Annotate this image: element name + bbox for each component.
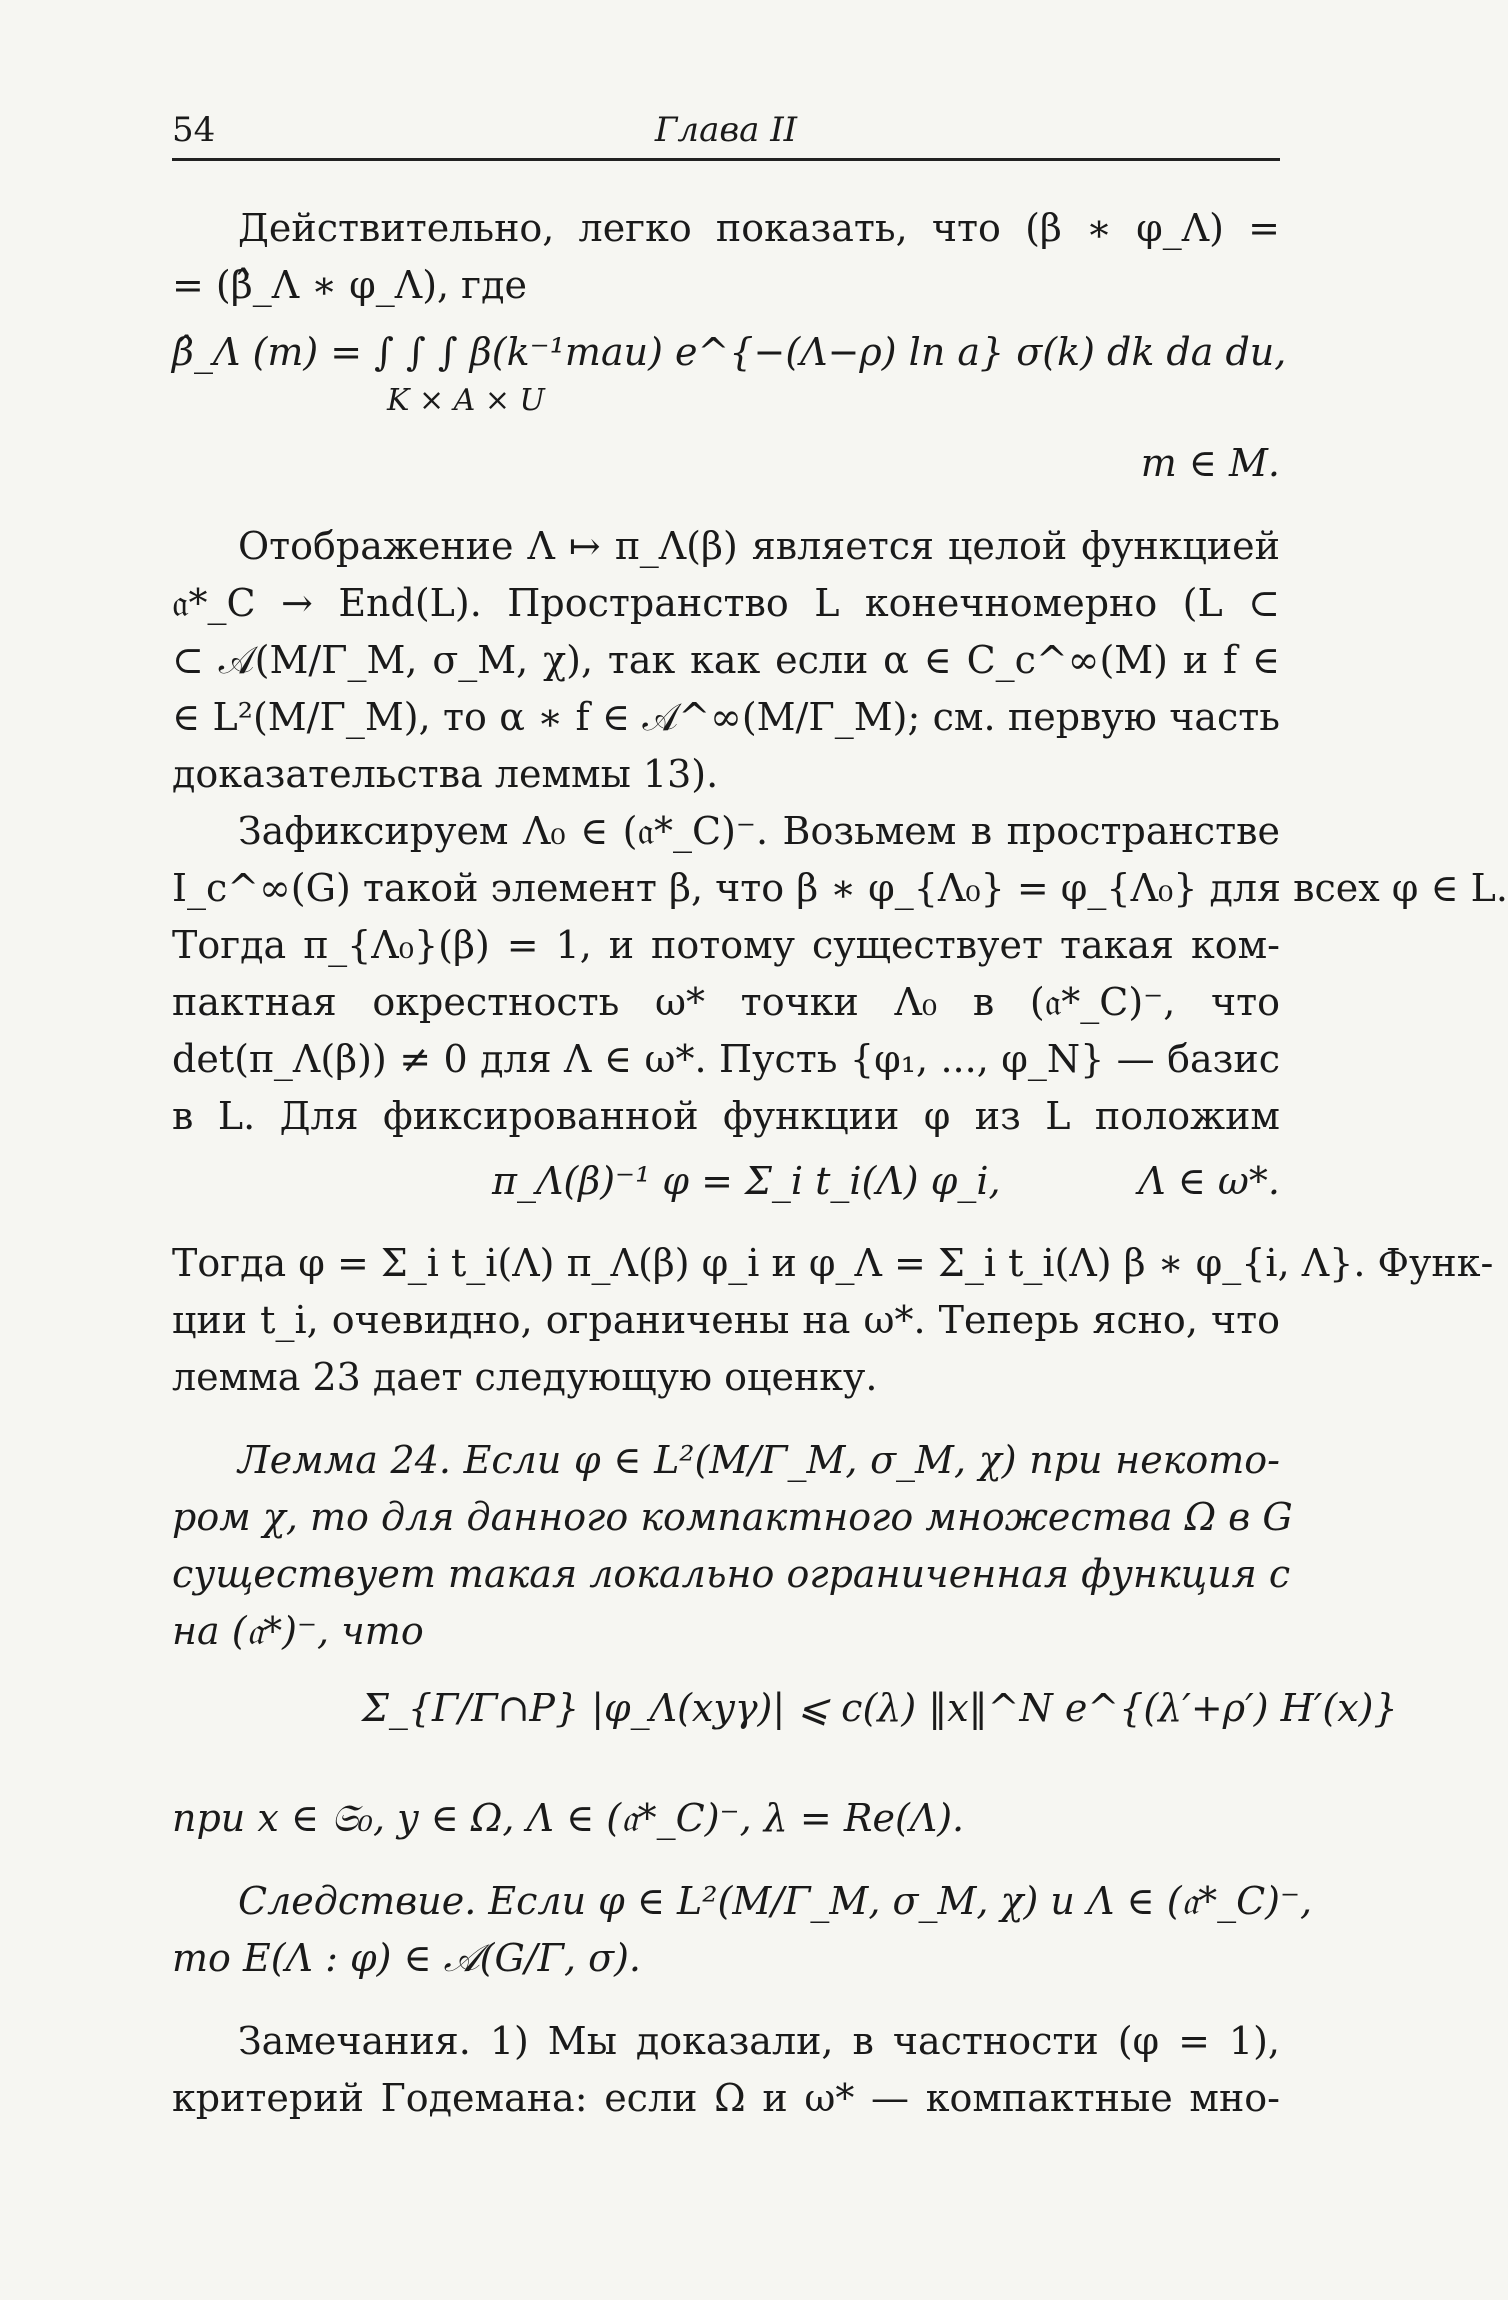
remarks-line: критерий Годемана: если Ω и ω* — компактные мно- — [172, 2076, 1280, 2120]
estimate-formula: Σ_{Γ/Γ∩P} |φ_Λ(xyγ)| ⩽ c(λ) ‖x‖^N e^{(λ′+ρ′) H′(x)} — [362, 1686, 1398, 1730]
formula-beta-hat: β̂_Λ (m) = ∫ ∫ ∫ β(k⁻¹mau) e^{−(Λ−ρ) ln a} σ(k) dk da du, — [172, 330, 1287, 374]
text-line: ⊂ 𝒜(M/Γ_M, σ_M, χ), так как если α ∈ C_c^∞(M) и f ∈ — [172, 638, 1280, 682]
corollary-line: Следствие. Если φ ∈ L²(M/Γ_M, σ_M, χ) и Λ ∈ (𝔞*_C)⁻, — [238, 1879, 1313, 1923]
corollary-line: то E(Λ : φ) ∈ 𝒜(G/Γ, σ). — [172, 1936, 641, 1980]
text-line: det(π_Λ(β)) ≠ 0 для Λ ∈ ω*. Пусть {φ₁, ..., φ_N} — базис — [172, 1037, 1280, 1081]
estimate-row — [172, 1660, 1398, 1790]
text-line: Отображение Λ ↦ π_Λ(β) является целой функцией — [238, 524, 1280, 568]
text-line: = (β̂_Λ ∗ φ_Λ), где — [172, 263, 527, 307]
text-line: I_c^∞(G) такой элемент β, что β ∗ φ_{Λ₀} = φ_{Λ₀} для всех φ ∈ L. — [172, 866, 1508, 910]
text-line: пактная окрестность ω* точки Λ₀ в (𝔞*_C)⁻, что — [172, 980, 1280, 1024]
text-line: Зафиксируем Λ₀ ∈ (𝔞*_C)⁻. Возьмем в пространстве — [238, 809, 1280, 853]
text-line: лемма 23 дает следующую оценку. — [172, 1355, 878, 1399]
lemma-line: Лемма 24. Если φ ∈ L²(M/Γ_M, σ_M, χ) при некото- — [238, 1438, 1280, 1482]
text-line: 𝔞*_C → End(L). Пространство L конечномерно (L ⊂ — [172, 581, 1280, 625]
formula-tag: m ∈ M. — [1140, 441, 1280, 485]
equation-expansion: π_Λ(β)⁻¹ φ = Σ_i t_i(Λ) φ_i, — [492, 1159, 1001, 1203]
running-header — [172, 100, 1280, 161]
text-line: ∈ L²(M/Γ_M), то α ∗ f ∈ 𝒜^∞(M/Γ_M); см. первую часть — [172, 695, 1280, 739]
text-line: в L. Для фиксированной функции φ из L положим — [172, 1094, 1280, 1138]
text-line: Тогда φ = Σ_i t_i(Λ) π_Λ(β) φ_i и φ_Λ = Σ_i t_i(Λ) β ∗ φ_{i, Λ}. Функ- — [172, 1241, 1494, 1285]
equation-row — [172, 1145, 1280, 1235]
remarks-line: Замечания. 1) Мы доказали, в частности (φ = 1), — [238, 2019, 1280, 2063]
chapter-title: Глава II — [654, 110, 798, 150]
page-number: 54 — [172, 110, 216, 150]
text-line: Тогда π_{Λ₀}(β) = 1, и потому существует такая ком- — [172, 923, 1280, 967]
lemma-line: ром χ, то для данного компактного множества Ω в G — [172, 1495, 1293, 1539]
text-line: ции t_i, очевидно, ограничены на ω*. Теперь ясно, что — [172, 1298, 1280, 1342]
text-line: Действительно, легко показать, что (β ∗ φ_Λ) = — [238, 206, 1280, 250]
lemma-line: существует такая локально ограниченная функция c — [172, 1552, 1291, 1596]
page-body — [172, 200, 1508, 2127]
lemma-condition: при x ∈ 𝔖₀, y ∈ Ω, Λ ∈ (𝔞*_C)⁻, λ = Re(Λ). — [172, 1796, 965, 1840]
lemma-line: на (𝔞*)⁻, что — [172, 1609, 424, 1653]
equation-condition: Λ ∈ ω*. — [1138, 1159, 1280, 1203]
text-line: доказательства леммы 13). — [172, 752, 719, 796]
integral-limits: K × A × U — [387, 383, 545, 418]
